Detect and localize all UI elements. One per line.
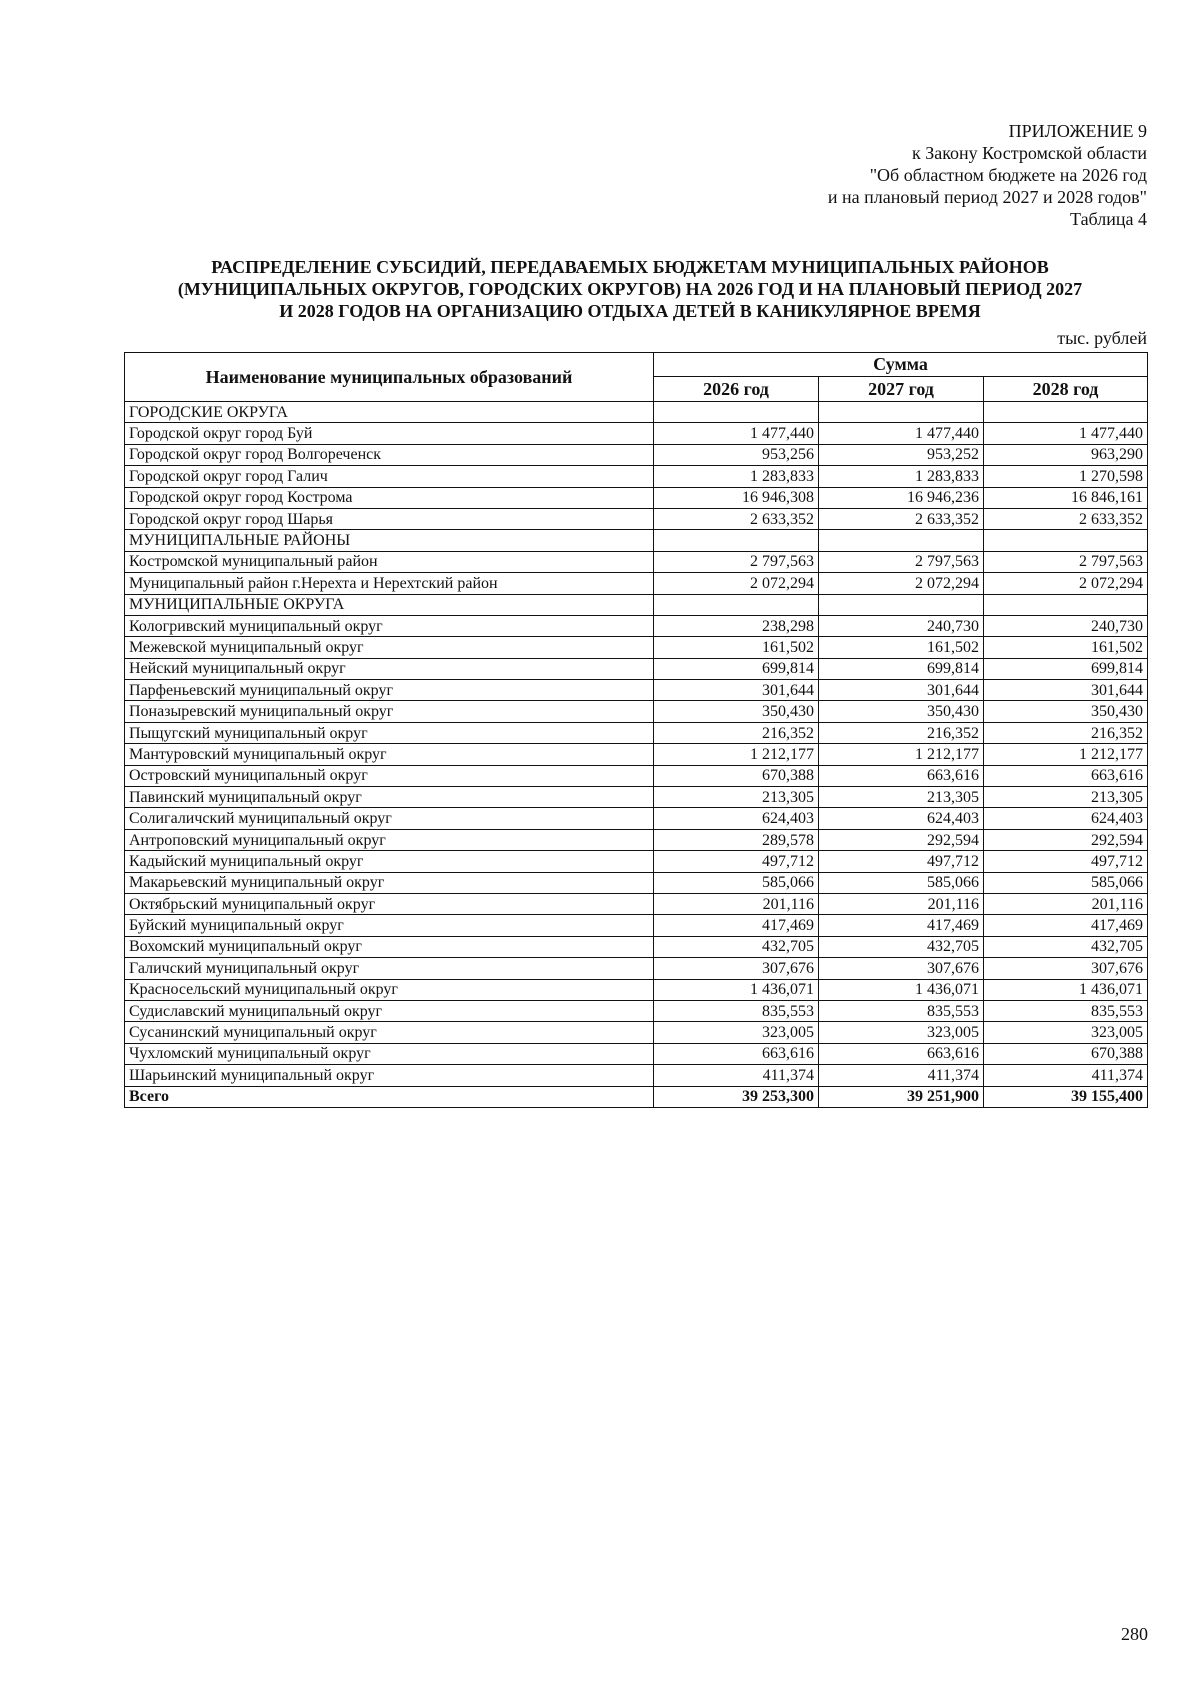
value-2028: 411,374 (984, 1065, 1148, 1086)
value-2026: 201,116 (654, 893, 819, 914)
table-row (125, 423, 1148, 444)
value-2028: 670,388 (984, 1043, 1148, 1064)
value-2027: 323,005 (819, 1022, 984, 1043)
value-2027: 292,594 (819, 829, 984, 850)
value-2026: 238,298 (654, 615, 819, 636)
value-2027: 161,502 (819, 637, 984, 658)
value-2026: 699,814 (654, 658, 819, 679)
value-2027: 1 283,833 (819, 466, 984, 487)
section-label: МУНИЦИПАЛЬНЫЕ РАЙОНЫ (125, 530, 654, 551)
value-2027: 216,352 (819, 722, 984, 743)
table-body (125, 402, 1148, 1087)
section-label: МУНИЦИПАЛЬНЫЕ ОКРУГА (125, 594, 654, 615)
municipality-name: Костромской муниципальный район (125, 551, 654, 572)
value-2028: 323,005 (984, 1022, 1148, 1043)
empty-cell (984, 594, 1148, 615)
table-row (125, 1000, 1148, 1021)
table-row (125, 1065, 1148, 1086)
value-2028: 216,352 (984, 722, 1148, 743)
table-header-row (125, 353, 1148, 377)
value-2028: 16 846,161 (984, 487, 1148, 508)
municipality-name: Межевской муниципальный округ (125, 637, 654, 658)
municipality-name: Шарьинский муниципальный округ (125, 1065, 654, 1086)
empty-cell (654, 594, 819, 615)
appendix-law-ref: к Закону Костромской области (911, 143, 1147, 163)
table-row (125, 808, 1148, 829)
municipality-name: Кадыйский муниципальный округ (125, 851, 654, 872)
municipality-name: Сусанинский муниципальный округ (125, 1022, 654, 1043)
table-row (125, 787, 1148, 808)
value-2028: 663,616 (984, 765, 1148, 786)
value-2028: 1 270,598 (984, 466, 1148, 487)
table-row (125, 722, 1148, 743)
value-2026: 670,388 (654, 765, 819, 786)
table-row (125, 508, 1148, 529)
total-2028: 39 155,400 (984, 1086, 1148, 1107)
value-2027: 1 212,177 (819, 744, 984, 765)
page-number: 280 (1121, 1624, 1148, 1644)
value-2028: 432,705 (984, 936, 1148, 957)
value-2028: 2 633,352 (984, 508, 1148, 529)
municipality-name: Галичский муниципальный округ (125, 958, 654, 979)
value-2028: 1 436,071 (984, 979, 1148, 1000)
value-2026: 350,430 (654, 701, 819, 722)
value-2026: 2 072,294 (654, 573, 819, 594)
municipality-name: Мантуровский муниципальный округ (125, 744, 654, 765)
section-row (125, 530, 1148, 551)
value-2026: 1 436,071 (654, 979, 819, 1000)
title-line-3: И 2028 ГОДОВ НА ОРГАНИЗАЦИЮ ОТДЫХА ДЕТЕЙ В КАНИКУЛЯРНОЕ ВРЕМЯ (279, 301, 981, 321)
empty-cell (984, 402, 1148, 423)
value-2026: 432,705 (654, 936, 819, 957)
value-2028: 1 212,177 (984, 744, 1148, 765)
table-row (125, 744, 1148, 765)
header-2027: 2027 год (819, 377, 984, 402)
subsidy-table (124, 352, 1148, 1108)
value-2028: 240,730 (984, 615, 1148, 636)
municipality-name: Пыщугский муниципальный округ (125, 722, 654, 743)
municipality-name: Красносельский муниципальный округ (125, 979, 654, 1000)
value-2026: 307,676 (654, 958, 819, 979)
value-2028: 835,553 (984, 1000, 1148, 1021)
empty-cell (819, 530, 984, 551)
value-2028: 350,430 (984, 701, 1148, 722)
total-row (125, 1086, 1148, 1107)
table-row (125, 658, 1148, 679)
header-sum: Сумма (654, 353, 1148, 377)
value-2027: 1 436,071 (819, 979, 984, 1000)
value-2026: 624,403 (654, 808, 819, 829)
table-row (125, 1043, 1148, 1064)
value-2026: 835,553 (654, 1000, 819, 1021)
value-2028: 292,594 (984, 829, 1148, 850)
municipality-name: Судиславский муниципальный округ (125, 1000, 654, 1021)
value-2028: 585,066 (984, 872, 1148, 893)
value-2027: 417,469 (819, 915, 984, 936)
total-label: Всего (125, 1086, 654, 1107)
municipality-name: Буйский муниципальный округ (125, 915, 654, 936)
appendix-table-number: Таблица 4 (1070, 209, 1147, 229)
value-2028: 2 797,563 (984, 551, 1148, 572)
municipality-name: Муниципальный район г.Нерехта и Нерехтский район (125, 573, 654, 594)
empty-cell (984, 530, 1148, 551)
value-2027: 16 946,236 (819, 487, 984, 508)
table-row (125, 958, 1148, 979)
table-row (125, 851, 1148, 872)
value-2027: 2 797,563 (819, 551, 984, 572)
value-2026: 1 283,833 (654, 466, 819, 487)
table-row (125, 573, 1148, 594)
table-row (125, 487, 1148, 508)
value-2026: 411,374 (654, 1065, 819, 1086)
value-2027: 1 477,440 (819, 423, 984, 444)
section-row (125, 594, 1148, 615)
municipality-name: Городской округ город Шарья (125, 508, 654, 529)
value-2027: 699,814 (819, 658, 984, 679)
appendix-label: ПРИЛОЖЕНИЕ 9 (1008, 121, 1147, 141)
section-row (125, 402, 1148, 423)
value-2026: 161,502 (654, 637, 819, 658)
title-line-1: РАСПРЕДЕЛЕНИЕ СУБСИДИЙ, ПЕРЕДАВАЕМЫХ БЮДЖЕТАМ МУНИЦИПАЛЬНЫХ РАЙОНОВ (211, 257, 1049, 277)
value-2027: 953,252 (819, 444, 984, 465)
table-row (125, 701, 1148, 722)
value-2026: 289,578 (654, 829, 819, 850)
value-2026: 663,616 (654, 1043, 819, 1064)
value-2027: 213,305 (819, 787, 984, 808)
value-2027: 585,066 (819, 872, 984, 893)
municipality-name: Вохомский муниципальный округ (125, 936, 654, 957)
value-2027: 432,705 (819, 936, 984, 957)
table-row (125, 936, 1148, 957)
value-2028: 213,305 (984, 787, 1148, 808)
table-row (125, 979, 1148, 1000)
value-2026: 16 946,308 (654, 487, 819, 508)
document-title (115, 256, 1145, 322)
value-2026: 1 477,440 (654, 423, 819, 444)
value-2027: 240,730 (819, 615, 984, 636)
value-2028: 301,644 (984, 680, 1148, 701)
municipality-name: Поназыревский муниципальный округ (125, 701, 654, 722)
table-row (125, 915, 1148, 936)
value-2027: 663,616 (819, 1043, 984, 1064)
header-2028: 2028 год (984, 377, 1148, 402)
table-row (125, 615, 1148, 636)
value-2028: 497,712 (984, 851, 1148, 872)
municipality-name: Макарьевский муниципальный округ (125, 872, 654, 893)
appendix-law-title-1: "Об областном бюджете на 2026 год (869, 165, 1147, 185)
value-2026: 497,712 (654, 851, 819, 872)
empty-cell (654, 402, 819, 423)
value-2027: 201,116 (819, 893, 984, 914)
municipality-name: Островский муниципальный округ (125, 765, 654, 786)
title-line-2: (МУНИЦИПАЛЬНЫХ ОКРУГОВ, ГОРОДСКИХ ОКРУГОВ) НА 2026 ГОД И НА ПЛАНОВЫЙ ПЕРИОД 2027 (177, 279, 1083, 299)
municipality-name: Павинский муниципальный округ (125, 787, 654, 808)
value-2028: 307,676 (984, 958, 1148, 979)
table-row (125, 872, 1148, 893)
municipality-name: Городской округ город Волгореченск (125, 444, 654, 465)
value-2027: 411,374 (819, 1065, 984, 1086)
value-2027: 350,430 (819, 701, 984, 722)
units-label: тыс. рублей (1057, 328, 1147, 348)
table-row (125, 466, 1148, 487)
municipality-name: Чухломский муниципальный округ (125, 1043, 654, 1064)
total-2027: 39 251,900 (819, 1086, 984, 1107)
value-2028: 1 477,440 (984, 423, 1148, 444)
appendix-block (828, 120, 1147, 230)
empty-cell (819, 402, 984, 423)
municipality-name: Октябрьский муниципальный округ (125, 893, 654, 914)
value-2028: 417,469 (984, 915, 1148, 936)
table-row (125, 551, 1148, 572)
empty-cell (654, 530, 819, 551)
value-2026: 1 212,177 (654, 744, 819, 765)
municipality-name: Парфеньевский муниципальный округ (125, 680, 654, 701)
table-row (125, 893, 1148, 914)
municipality-name: Солигаличский муниципальный округ (125, 808, 654, 829)
table-row (125, 637, 1148, 658)
table-row (125, 680, 1148, 701)
table-row (125, 1022, 1148, 1043)
municipality-name: Кологривский муниципальный округ (125, 615, 654, 636)
value-2026: 417,469 (654, 915, 819, 936)
value-2027: 307,676 (819, 958, 984, 979)
empty-cell (819, 594, 984, 615)
value-2028: 699,814 (984, 658, 1148, 679)
value-2027: 301,644 (819, 680, 984, 701)
value-2026: 323,005 (654, 1022, 819, 1043)
table-row (125, 829, 1148, 850)
value-2028: 201,116 (984, 893, 1148, 914)
appendix-law-title-2: и на плановый период 2027 и 2028 годов" (827, 187, 1147, 207)
municipality-name: Городской округ город Кострома (125, 487, 654, 508)
value-2026: 585,066 (654, 872, 819, 893)
header-2026: 2026 год (654, 377, 819, 402)
value-2026: 2 797,563 (654, 551, 819, 572)
value-2027: 2 633,352 (819, 508, 984, 529)
value-2028: 963,290 (984, 444, 1148, 465)
value-2028: 2 072,294 (984, 573, 1148, 594)
value-2028: 161,502 (984, 637, 1148, 658)
section-label: ГОРОДСКИЕ ОКРУГА (125, 402, 654, 423)
value-2027: 497,712 (819, 851, 984, 872)
municipality-name: Городской округ город Галич (125, 466, 654, 487)
value-2027: 2 072,294 (819, 573, 984, 594)
value-2026: 213,305 (654, 787, 819, 808)
value-2027: 835,553 (819, 1000, 984, 1021)
municipality-name: Городской округ город Буй (125, 423, 654, 444)
value-2027: 663,616 (819, 765, 984, 786)
value-2026: 953,256 (654, 444, 819, 465)
municipality-name: Антроповский муниципальный округ (125, 829, 654, 850)
total-2026: 39 253,300 (654, 1086, 819, 1107)
table-row (125, 444, 1148, 465)
header-name: Наименование муниципальных образований (125, 353, 654, 402)
value-2028: 624,403 (984, 808, 1148, 829)
value-2026: 2 633,352 (654, 508, 819, 529)
value-2026: 301,644 (654, 680, 819, 701)
municipality-name: Нейский муниципальный округ (125, 658, 654, 679)
value-2026: 216,352 (654, 722, 819, 743)
value-2027: 624,403 (819, 808, 984, 829)
table-row (125, 765, 1148, 786)
